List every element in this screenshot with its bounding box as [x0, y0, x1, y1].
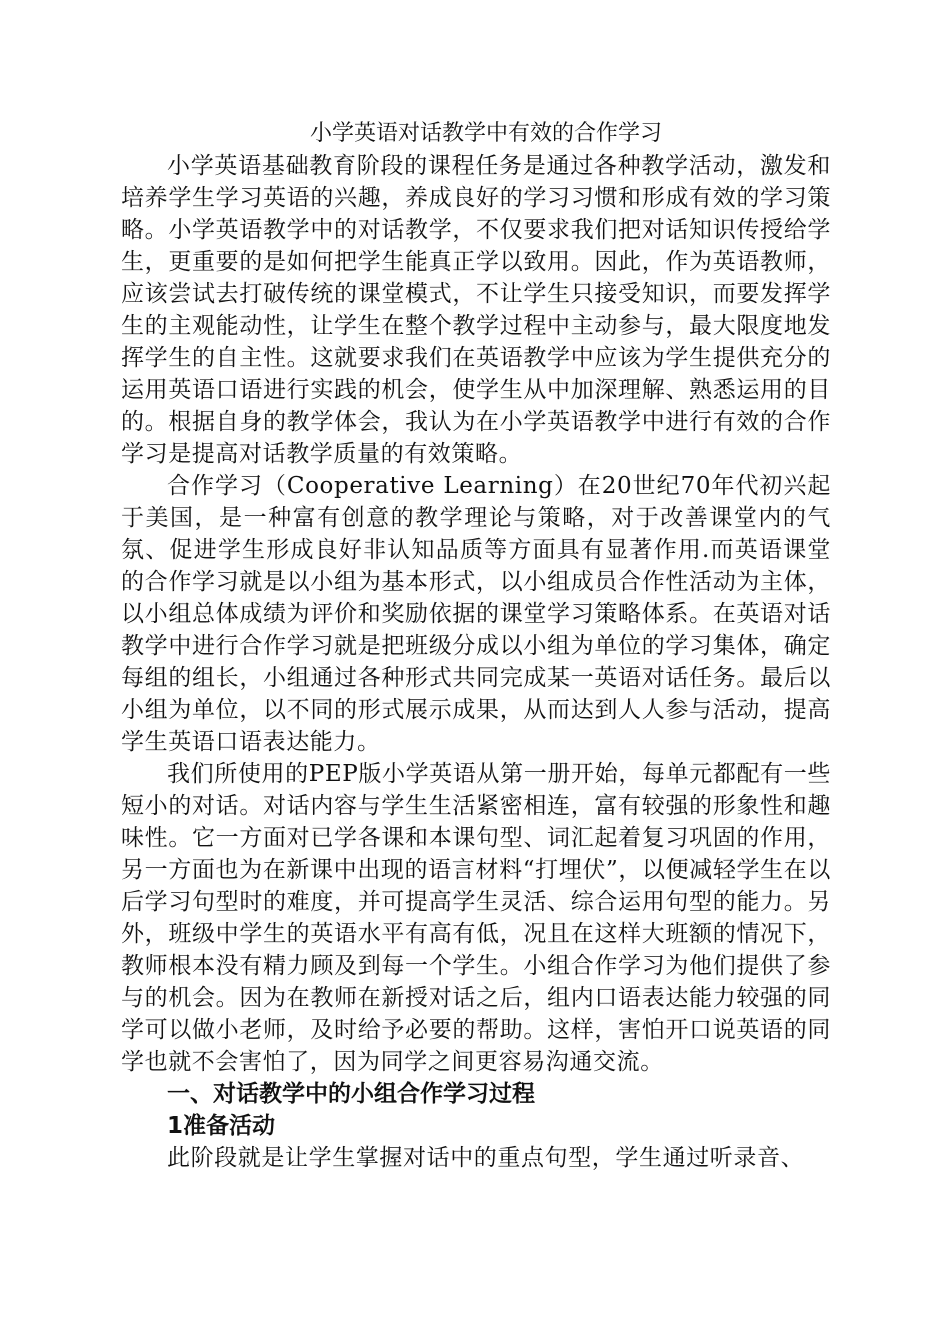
document-title: 小学英语对话教学中有效的合作学习 — [309, 121, 662, 146]
document-page — [121, 118, 831, 1174]
section-heading: 一、对话教学中的小组合作学习过程 — [167, 1081, 535, 1107]
paragraph-pep-textbook: 我们所使用的PEP版小学英语从第一册开始，每单元都配有一些短小的对话。对话内容与学生生活紧密相连，富有较强的形象性和趣味性。它一方面对已学各课和本课句型、词汇起着复习巩固的作用，另一方面也为在新课中出现的语言材料“打埋伏”，以便减轻学生在以后学习句型时的难度，并可提高学生灵活、综合运用句型的能力。另外，班级中学生的英语水平有高有低，况且在这样大班额的情况下，教师根本没有精力顾及到每一个学生。小组合作学习为他们提供了参与的机会。因为在教师在新授对话之后，组内口语表达能力较强的同学可以做小老师，及时给予必要的帮助。这样，害怕开口说英语的同学也就不会害怕了，因为同学之间更容易沟通交流。 — [121, 761, 831, 1075]
paragraph-intro: 小学英语基础教育阶段的课程任务是通过各种教学活动，激发和培养学生学习英语的兴趣，养成良好的学习习惯和形成有效的学习策略。小学英语教学中的对话教学，不仅要求我们把对话知识传授给学生，更重要的是如何把学生能真正学以致用。因此，作为英语教师，应该尝试去打破传统的课堂模式，不让学生只接受知识，而要发挥学生的主观能动性，让学生在整个教学过程中主动参与，最大限度地发挥学生的自主性。这就要求我们在英语教学中应该为学生提供充分的运用英语口语进行实践的机会，使学生从中加深理解、熟悉运用的目的。根据自身的教学体会，我认为在小学英语教学中进行有效的合作学习是提高对话教学质量的有效策略。 — [121, 153, 831, 467]
paragraph-cooperative-learning: 合作学习（Cooperative Learning）在20世纪70年代初兴起于美国，是一种富有创意的教学理论与策略，对于改善课堂内的气氛、促进学生形成良好非认知品质等方面具有显著作用.而英语课堂的合作学习就是以小组为基本形式，以小组成员合作性活动为主体，以小组总体成绩为评价和奖励依据的课堂学习策略体系。在英语对话教学中进行合作学习就是把班级分成以小组为单位的学习集体，确定每组的组长，小组通过各种形式共同完成某一英语对话任务。最后以小组为单位，以不同的形式展示成果，从而达到人人参与活动，提高学生英语口语表达能力。 — [121, 473, 831, 755]
paragraph-preparation: 此阶段就是让学生掌握对话中的重点句型，学生通过听录音、 — [167, 1145, 805, 1171]
subsection-heading: 1准备活动 — [167, 1113, 276, 1139]
